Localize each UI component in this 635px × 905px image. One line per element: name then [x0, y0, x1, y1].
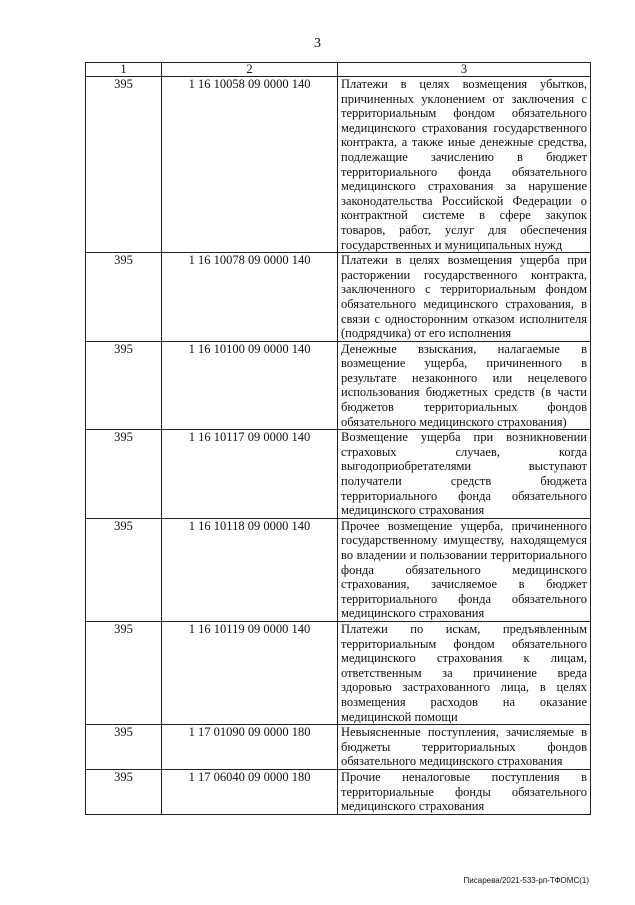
description-cell: Прочие неналоговые поступления в территориальные фонды обязательного медицинского страхования [338, 769, 591, 814]
revenue-code-cell: 1 16 10058 09 0000 140 [162, 77, 338, 253]
description-cell: Денежные взыскания, налагаемые в возмещение ущерба, причиненного в результате незаконного или нецелевого использования бюджетных средств (в части бюджетов территориальных фондов обязательного медицинского страхования) [338, 341, 591, 430]
revenue-code-cell: 1 17 01090 09 0000 180 [162, 725, 338, 770]
description-cell: Платежи по искам, предъявленным территориальным фондом обязательного медицинского страхования к лицам, ответственным за причинение вреда здоровью застрахованного лица, в целях возмещения расходов на оказание медицинской помощи [338, 621, 591, 724]
revenue-code-cell: 1 17 06040 09 0000 180 [162, 769, 338, 814]
table-row [86, 77, 591, 253]
description-cell: Платежи в целях возмещения ущерба при расторжении государственного контракта, заключенного с территориальным фондом обязательного медицинского страхования, в связи с односторонним отказом исполнителя (подрядчика) от его исполнения [338, 253, 591, 342]
column-header: 3 [338, 63, 591, 77]
table-header-row [86, 63, 591, 77]
column-header: 2 [162, 63, 338, 77]
admin-code-cell: 395 [86, 769, 162, 814]
description-cell: Прочее возмещение ущерба, причиненного государственному имуществу, находящемуся во владении и пользовании территориального фонда обязательного медицинского страхования, зачисляемое в бюджет территориального фонда обязательного медицинского страхования [338, 518, 591, 621]
table-row [86, 725, 591, 770]
table-row [86, 341, 591, 430]
description-cell: Платежи в целях возмещения убытков, причиненных уклонением от заключения с территориальным фондом обязательного медицинского страхования государственного контракта, а также иные денежные средства, подлежащие зачислению в бюджет территориального фонда обязательного медицинского страхования за нарушение законодательства Российской Федерации о контрактной системе в сфере закупок товаров, работ, услуг для обеспечения государственных и муниципальных нужд [338, 77, 591, 253]
admin-code-cell: 395 [86, 341, 162, 430]
table-row [86, 621, 591, 724]
table-row [86, 430, 591, 519]
page-number: 3 [314, 36, 321, 51]
document-reference: Писарева/2021-533-рп-ТФОМС(1) [463, 876, 589, 885]
admin-code-cell: 395 [86, 518, 162, 621]
admin-code-cell: 395 [86, 725, 162, 770]
admin-code-cell: 395 [86, 253, 162, 342]
table-row [86, 253, 591, 342]
description-cell: Возмещение ущерба при возникновении страховых случаев, когда выгодоприобретателями выступают получатели средств бюджета территориального фонда обязательного медицинского страхования [338, 430, 591, 519]
revenue-code-cell: 1 16 10078 09 0000 140 [162, 253, 338, 342]
admin-code-cell: 395 [86, 77, 162, 253]
revenue-codes-table [85, 62, 591, 815]
revenue-code-cell: 1 16 10117 09 0000 140 [162, 430, 338, 519]
table-row [86, 518, 591, 621]
revenue-code-cell: 1 16 10118 09 0000 140 [162, 518, 338, 621]
admin-code-cell: 395 [86, 621, 162, 724]
revenue-code-cell: 1 16 10100 09 0000 140 [162, 341, 338, 430]
table-row [86, 769, 591, 814]
description-cell: Невыясненные поступления, зачисляемые в бюджеты территориальных фондов обязательного медицинского страхования [338, 725, 591, 770]
column-header: 1 [86, 63, 162, 77]
admin-code-cell: 395 [86, 430, 162, 519]
revenue-code-cell: 1 16 10119 09 0000 140 [162, 621, 338, 724]
